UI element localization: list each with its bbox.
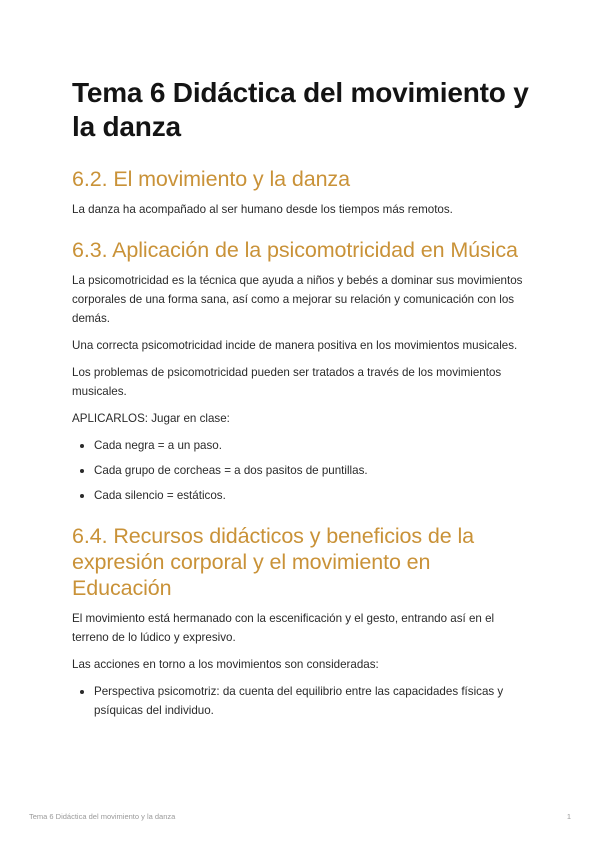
paragraph: La danza ha acompañado al ser humano desde los tiempos más remotos. [72, 203, 453, 216]
paragraph: El movimiento está hermanado con la escenificación y el gesto, entrando así en el terreno de lo lúdico y expresivo. [72, 612, 495, 644]
section-heading: 6.2. El movimiento y la danza [72, 167, 350, 191]
section-6-2 [72, 166, 532, 219]
list-item: • Cada silencio = estáticos. [94, 486, 532, 505]
paragraph: Una correcta psicomotricidad incide de manera positiva en los movimientos musicales. [72, 339, 518, 352]
paragraph: La psicomotricidad es la técnica que ayuda a niños y bebés a dominar sus movimientos corporales de una forma sana, así como a mejorar su relación y comunicación con los demás. [72, 274, 523, 325]
document-title: Tema 6 Didáctica del movimiento y la danza [72, 77, 529, 142]
document-page [72, 76, 532, 738]
section-6-4 [72, 523, 532, 720]
list-item: • Cada negra = a un paso. [94, 436, 532, 455]
bullet-list [72, 436, 532, 505]
section-6-3 [72, 237, 532, 505]
paragraph: APLICARLOS: Jugar en clase: [72, 412, 230, 425]
list-item: • Perspectiva psicomotriz: da cuenta del equilibrio entre las capacidades físicas y psíquicas del individuo. [94, 682, 532, 720]
bullet-list [72, 682, 532, 720]
footer-title: Tema 6 Didáctica del movimiento y la danza [29, 812, 176, 821]
section-heading: 6.3. Aplicación de la psicomotricidad en Música [72, 238, 518, 262]
page-footer [29, 812, 571, 821]
list-item: • Cada grupo de corcheas = a dos pasitos de puntillas. [94, 461, 532, 480]
paragraph: Las acciones en torno a los movimientos son consideradas: [72, 658, 379, 671]
paragraph: Los problemas de psicomotricidad pueden ser tratados a través de los movimientos musicales. [72, 366, 502, 398]
page-number: 1 [566, 812, 571, 821]
section-heading: 6.4. Recursos didácticos y beneficios de la expresión corporal y el movimiento en Educación [72, 524, 475, 600]
